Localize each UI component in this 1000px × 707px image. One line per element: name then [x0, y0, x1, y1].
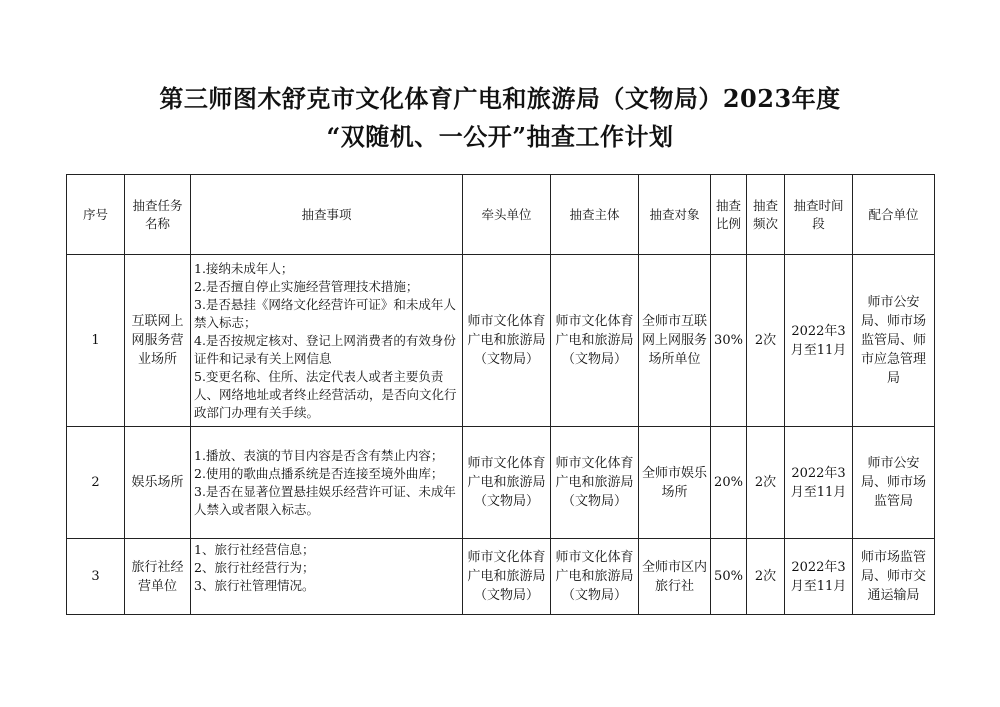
header-cell-ratio: 抽查比例 [711, 175, 747, 255]
row-item: 2、旅行社经营行为； [194, 560, 315, 575]
row-lead: 师市文化体育广电和旅游局（文物局） [463, 255, 551, 427]
row-frequency: 2次 [747, 427, 785, 539]
row-items [191, 539, 463, 615]
table-row [67, 427, 935, 539]
header-cell-items: 抽查事项 [191, 175, 463, 255]
row-subject: 师市文化体育广电和旅游局（文物局） [551, 255, 639, 427]
row-item: 3.是否在显著位置悬挂娱乐经营许可证、未成年人禁入或者限入标志。 [194, 483, 456, 517]
row-items [191, 255, 463, 427]
row-subject: 师市文化体育广电和旅游局（文物局） [551, 539, 639, 615]
row-frequency: 2次 [747, 539, 785, 615]
row-item: 1、旅行社经营信息； [194, 542, 315, 557]
row-lead: 师市文化体育广电和旅游局（文物局） [463, 427, 551, 539]
row-task: 娱乐场所 [125, 427, 191, 539]
row-target: 全师市区内旅行社 [639, 539, 711, 615]
row-period: 2022年3月至11月 [785, 427, 853, 539]
header-cell-lead: 牵头单位 [463, 175, 551, 255]
row-item: 2.是否擅自停止实施经营管理技术措施； [194, 278, 419, 294]
row-item: 4.是否按规定核对、登记上网消费者的有效身份证件和记录有关上网信息 [194, 332, 456, 366]
row-items [191, 427, 463, 539]
row-target: 全师市娱乐场所 [639, 427, 711, 539]
header-cell-partner: 配合单位 [853, 175, 935, 255]
row-frequency: 2次 [747, 255, 785, 427]
header-cell-subject: 抽查主体 [551, 175, 639, 255]
row-no: 1 [67, 255, 125, 427]
header-cell-target: 抽查对象 [639, 175, 711, 255]
row-ratio: 20% [711, 427, 747, 539]
row-item: 1.播放、表演的节目内容是否含有禁止内容； [194, 447, 444, 463]
row-item: 2.使用的歌曲点播系统是否连接至境外曲库； [194, 465, 444, 481]
header-cell-frequency: 抽查频次 [747, 175, 785, 255]
table-row [67, 539, 935, 615]
row-item: 5.变更名称、住所、法定代表人或者主要负责人、网络地址或者终止经营活动，是否向文化行政部门办理有关手续。 [194, 368, 457, 420]
row-subject: 师市文化体育广电和旅游局（文物局） [551, 427, 639, 539]
row-ratio: 50% [711, 539, 747, 615]
row-task: 旅行社经营单位 [125, 539, 191, 615]
header-cell-no: 序号 [67, 175, 125, 255]
row-partner: 师市公安局、师市场监管局、师市应急管理局 [853, 255, 935, 427]
table-header-row [67, 175, 935, 255]
row-no: 3 [67, 539, 125, 615]
document-title-line2: “双随机、一公开”抽查工作计划 [326, 122, 674, 151]
row-partner: 师市公安局、师市场监管局 [853, 427, 935, 539]
row-item: 3、旅行社管理情况。 [194, 578, 315, 593]
row-item: 3.是否悬挂《网络文化经营许可证》和未成年人禁入标志； [194, 296, 456, 330]
row-period: 2022年3月至11月 [785, 539, 853, 615]
document-title-line1: 第三师图木舒克市文化体育广电和旅游局（文物局）2023年度 [159, 84, 841, 113]
header-cell-task: 抽查任务名称 [125, 175, 191, 255]
row-lead: 师市文化体育广电和旅游局（文物局） [463, 539, 551, 615]
row-ratio: 30% [711, 255, 747, 427]
row-period: 2022年3月至11月 [785, 255, 853, 427]
row-task: 互联网上网服务营业场所 [125, 255, 191, 427]
row-item: 1.接纳未成年人； [194, 260, 294, 276]
row-no: 2 [67, 427, 125, 539]
row-target: 全师市互联网上网服务场所单位 [639, 255, 711, 427]
header-cell-period: 抽查时间段 [785, 175, 853, 255]
inspection-plan-table [66, 174, 935, 615]
table-row [67, 255, 935, 427]
row-partner: 师市场监管局、师市交通运输局 [853, 539, 935, 615]
